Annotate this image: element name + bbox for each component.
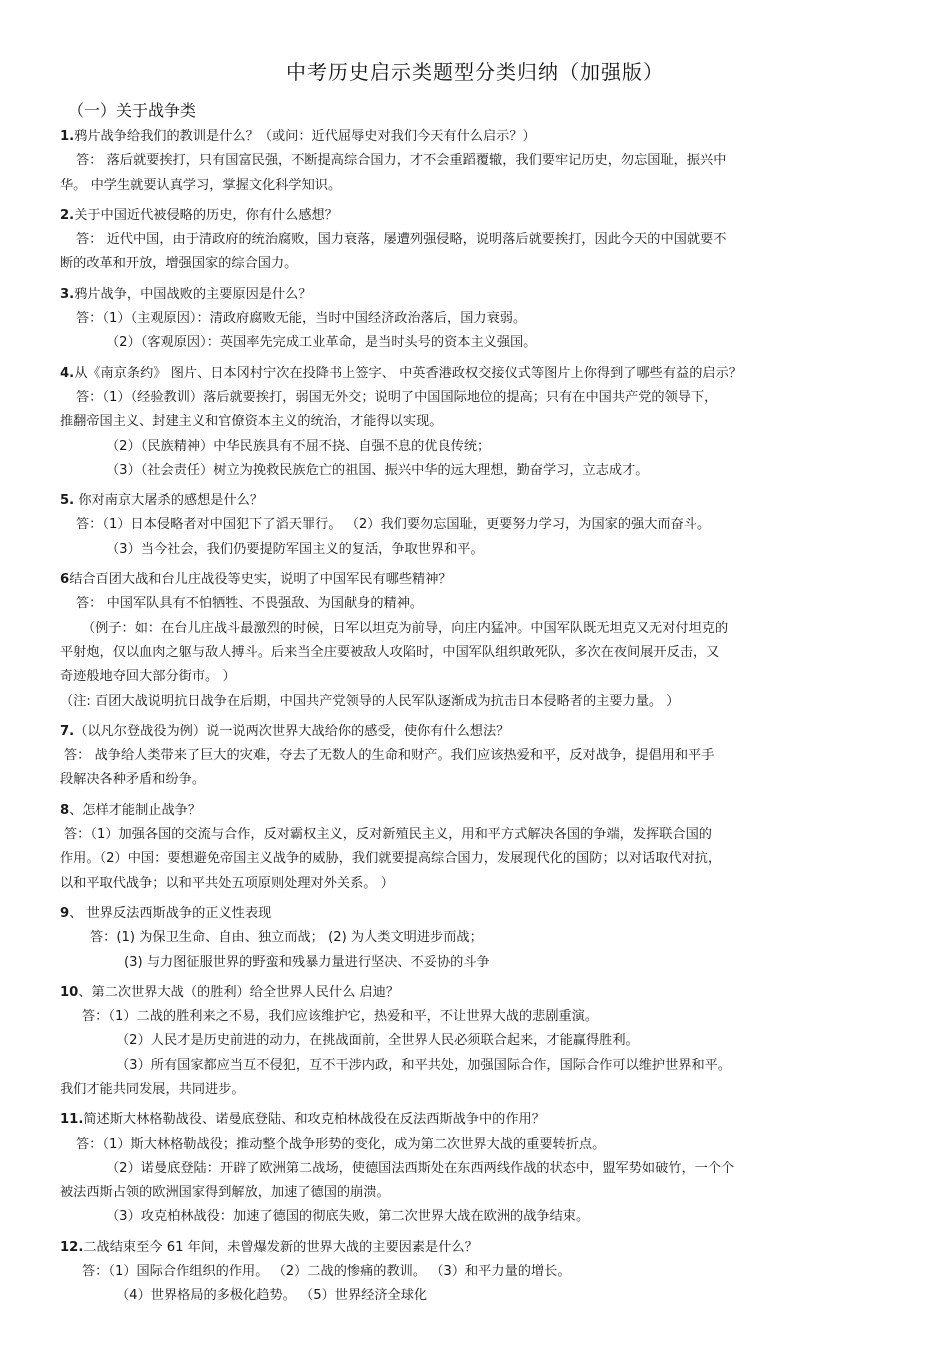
qa-block — [60, 1108, 860, 1229]
answer-line: （3）当今社会，我们仍要提防军国主义的复活，争取世界和平。 — [106, 541, 484, 557]
question-number: 12. — [60, 1239, 84, 1255]
question — [60, 283, 860, 307]
answer-line: 以和平取代战争；以和平共处五项原则处理对外关系。 ） — [60, 875, 394, 891]
qa-block — [60, 799, 860, 896]
question — [60, 1236, 860, 1260]
question-text: 关于中国近代被侵略的历史，你有什么感想？ — [74, 207, 338, 223]
answer-line: 答： 近代中国，由于清政府的统治腐败，国力衰落，屡遭列强侵略，说明落后就要挨打，因此今天的中国就要不 — [76, 232, 727, 248]
answer-line: 答：（1）（主观原因）：清政府腐败无能，当时中国经济政治落后，国力衰弱。 — [76, 311, 527, 327]
answer-line: （2）（民族精神）中华民族具有不屈不挠、自强不息的优良传统； — [106, 438, 491, 454]
question-text: 结合百团大战和台儿庄战役等史实，说明了中国军民有哪些精神？ — [69, 572, 452, 588]
question-number: 6 — [60, 572, 70, 588]
question — [60, 489, 860, 513]
question — [60, 720, 860, 744]
qa-block — [60, 720, 860, 793]
answer-line: （2）诺曼底登陆：开辟了欧洲第二战场，使德国法西斯处在东西两线作战的状态中，盟军势如破竹，一个个 — [106, 1160, 735, 1176]
question — [60, 902, 860, 926]
qa-block — [60, 1236, 860, 1309]
answer-line: 作用。（2）中国：要想避免帝国主义战争的威胁，我们就要提高综合国力，发展现代化的国防；以对话取代对抗， — [60, 851, 722, 867]
question-number: 5. — [60, 493, 75, 509]
question-number: 10 — [60, 984, 79, 1000]
answer-line: （2）人民才是历史前进的动力，在挑战面前，全世界人民必须联合起来，才能赢得胜利。 — [116, 1033, 639, 1049]
question-number: 3. — [60, 286, 75, 302]
answer-line: （3）所有国家都应当互不侵犯，互不干涉内政，和平共处，加强国际合作，国际合作可以维护世界和平。 — [116, 1057, 732, 1073]
question-number: 4. — [60, 365, 75, 381]
question-text: 、怎样才能制止战争？ — [69, 802, 202, 818]
answer-line: 推翻帝国主义、封建主义和官僚资本主义的统治，才能得以实现。 — [60, 414, 443, 430]
question-text: 二战结束至今 61 年间，未曾爆发新的世界大战的主要因素是什么？ — [83, 1239, 478, 1255]
answer-line: （3）攻克柏林战役：加速了德国的彻底失败，第二次世界大战在欧洲的战争结束。 — [106, 1209, 590, 1225]
answer-line: 答： 落后就要挨打，只有国富民强，不断提高综合国力，才不会重蹈覆辙，我们要牢记历史，勿忘国耻，振兴中 — [76, 153, 727, 169]
qa-block — [60, 902, 860, 975]
question — [60, 125, 860, 149]
question-number: 1. — [60, 129, 75, 144]
answer-line: 答： 战争给人类带来了巨大的灾难，夺去了无数人的生命和财产。我们应该热爱和平，反对战争，提倡用和平手 — [64, 748, 715, 764]
qa-list — [60, 125, 860, 1315]
answer-line: 段解决各种矛盾和纷争。 — [60, 772, 206, 788]
qa-block — [60, 362, 860, 483]
answer-line: 答： 中国军队具有不怕牺牲、不畏强敌、为国献身的精神。 — [76, 596, 424, 612]
question — [60, 799, 860, 823]
answer-line: （3）（社会责任）树立为挽救民族危亡的祖国、振兴中华的远大理想，勤奋学习，立志成才。 — [106, 462, 649, 478]
question — [60, 568, 860, 592]
answer-line: （例子：如：在台儿庄战斗最激烈的时候，日军以坦克为前导，向庄内猛冲。中国军队既无坦克又无对付坦克的 — [82, 620, 729, 636]
question-text: （以凡尔登战役为例）说一说两次世界大战给你的感受，使你有什么想法？ — [74, 723, 510, 739]
answer-line: 被法西斯占领的欧洲国家得到解放，加速了德国的崩溃。 — [60, 1185, 390, 1201]
qa-block — [60, 204, 860, 277]
answer-line: 答：（1）加强各国的交流与合作，反对霸权主义，反对新殖民主义，用和平方式解决各国的争端，发挥联合国的 — [64, 827, 712, 843]
answer-line: 我们才能共同发展，共同进步。 — [60, 1081, 245, 1097]
question-text: 你对南京大屠杀的感想是什么？ — [74, 493, 264, 509]
question-text: 简述斯大林格勒战役、诺曼底登陆、和攻克柏林战役在反法西斯战争中的作用？ — [83, 1112, 545, 1128]
question-text: 从《南京条约》 图片、日本冈村宁次在投降书上签字、 中英香港政权交接仪式等图片上你得到了哪些有益的启示？ — [74, 365, 742, 381]
question — [60, 1108, 860, 1132]
answer-line: 华。 中学生就要认真学习，掌握文化科学知识。 — [60, 177, 342, 193]
question — [60, 981, 860, 1005]
question-number: 8 — [60, 802, 70, 818]
answer-line: 答：(1) 为保卫生命、自由、独立而战； (2) 为人类文明进步而战； — [90, 930, 483, 946]
answer-line: 答：（1）国际合作组织的作用。 （2）二战的惨痛的教训。 （3）和平力量的增长。 — [82, 1264, 571, 1280]
qa-block — [60, 125, 860, 198]
answer-line: 平射炮，仅以血肉之躯与敌人搏斗。后来当全庄要被敌人攻陷时，中国军队组织敢死队，多次在夜间展开反击，又 — [60, 644, 720, 660]
qa-block — [60, 283, 860, 356]
answer-line: （2）（客观原因）：英国率先完成工业革命，是当时头号的资本主义强国。 — [106, 335, 537, 351]
qa-block — [60, 568, 860, 714]
question-number: 7. — [60, 723, 75, 739]
qa-block — [60, 489, 860, 562]
question-number: 11. — [60, 1112, 84, 1128]
answer-line: (3) 与力图征服世界的野蛮和残暴力量进行坚决、不妥协的斗争 — [124, 954, 490, 970]
answer-line: 奇迹般地夺回大部分街市。 ） — [60, 669, 236, 685]
document-title: 中考历史启示类题型分类归纳（加强版） — [286, 60, 664, 84]
question-text: 鸦片战争，中国战败的主要原因是什么？ — [74, 286, 312, 302]
answer-line: 答：（1）日本侵略者对中国犯下了滔天罪行。 （2）我们要勿忘国耻，更要努力学习，为国家的强大而奋斗。 — [76, 517, 711, 533]
answer-line: 答：（1）二战的胜利来之不易，我们应该维护它，热爱和平，不让世界大战的悲剧重演。 — [82, 1009, 599, 1025]
section-heading: （一）关于战争类 — [68, 101, 197, 120]
question — [60, 204, 860, 228]
qa-block — [60, 981, 860, 1102]
note-line: （注: 百团大战说明抗日战争在后期，中国共产党领导的人民军队逐渐成为抗击日本侵略者的主要力量。 ） — [60, 693, 680, 709]
question-text: 、第二次世界大战（的胜利）给全世界人民什么 启迪？ — [78, 984, 400, 1000]
question-number: 2. — [60, 207, 75, 223]
answer-line: 断的改革和开放，增强国家的综合国力。 — [60, 256, 298, 272]
question-text: 、 世界反法西斯战争的正义性表现 — [69, 905, 272, 921]
answer-line: （4）世界格局的多极化趋势。 （5）世界经济全球化 — [116, 1288, 428, 1304]
answer-line: 答：（1）斯大林格勒战役；推动整个战争形势的变化，成为第二次世界大战的重要转折点。 — [76, 1136, 606, 1152]
answer-line: 答：（1）（经验教训）落后就要挨打，弱国无外交；说明了中国国际地位的提高；只有在中国共产党的领导下， — [76, 389, 718, 405]
question-text: 鸦片战争给我们的教训是什么？（或问：近代屈辱史对我们今天有什么启示？） — [74, 129, 536, 144]
question-number: 9 — [60, 905, 70, 921]
question — [60, 362, 860, 386]
